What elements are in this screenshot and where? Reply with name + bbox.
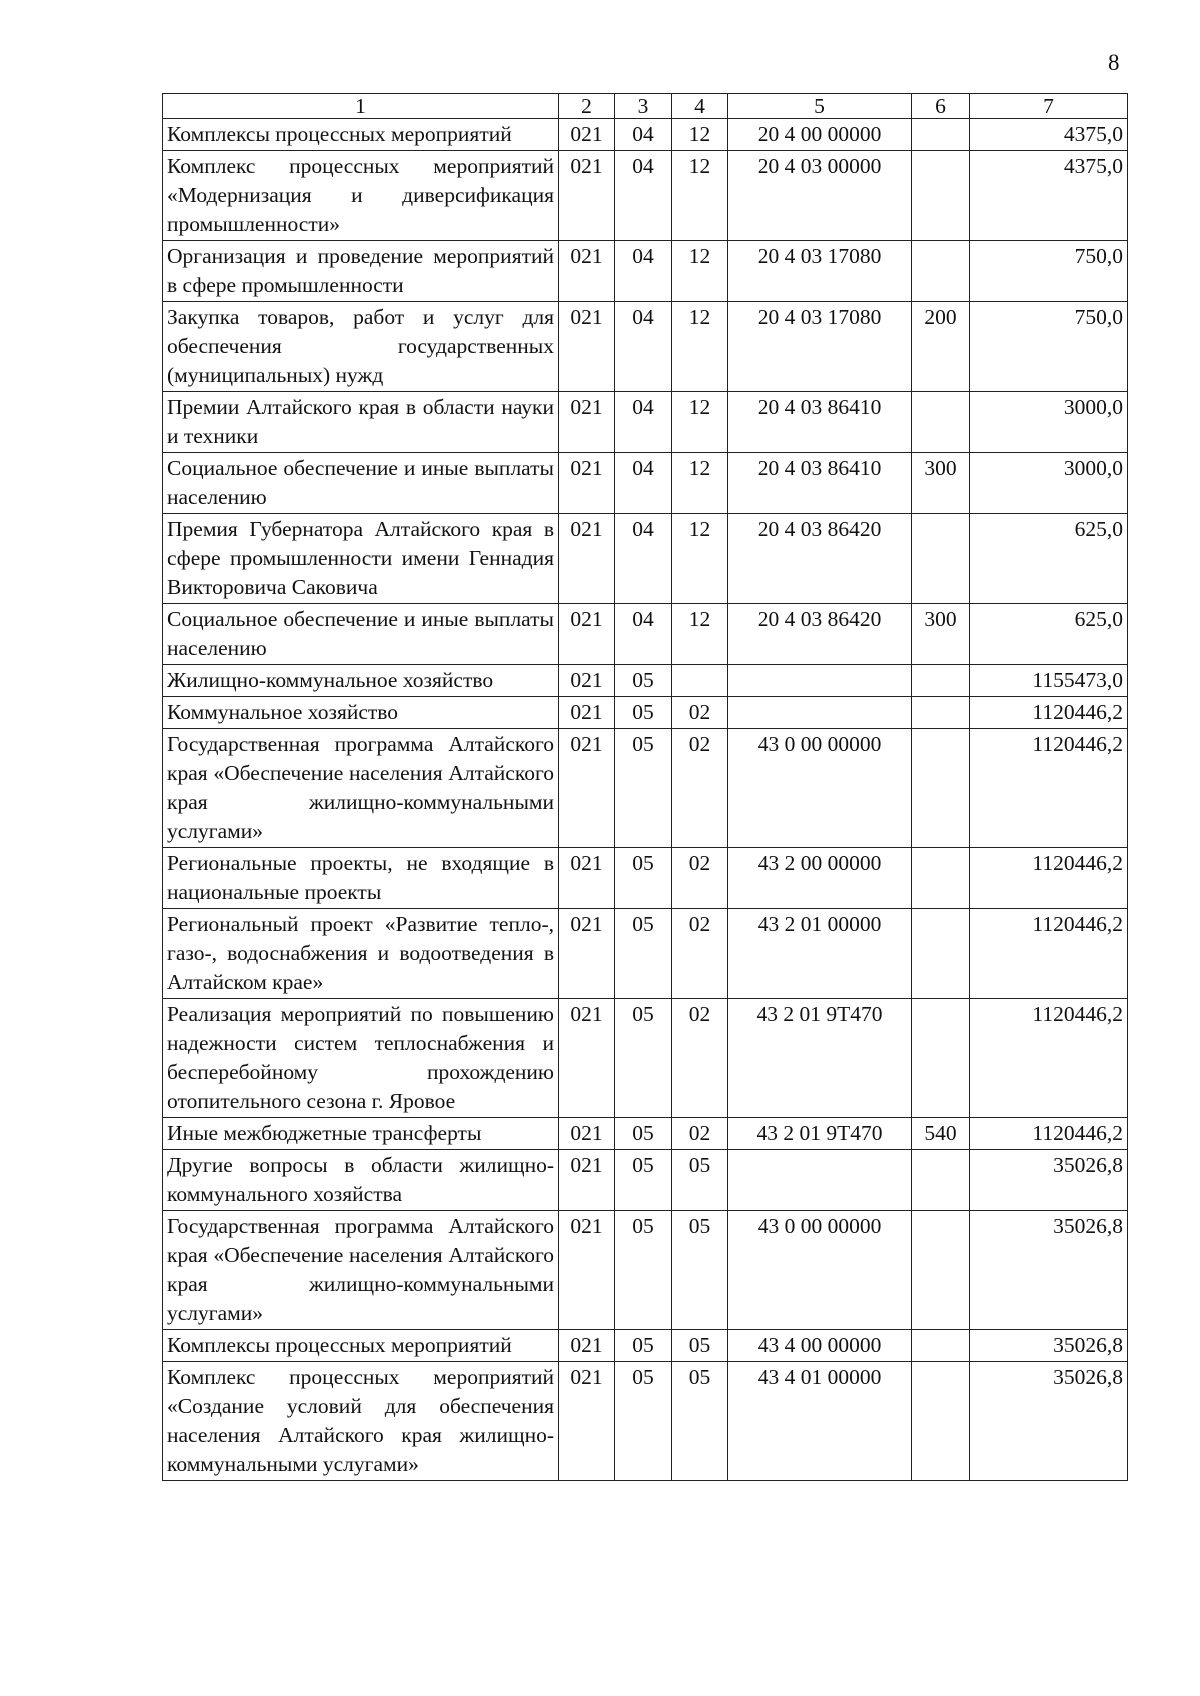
row-subsection-code-cell: 02 bbox=[672, 909, 728, 999]
row-subsection-code-cell: 12 bbox=[672, 302, 728, 392]
row-expense-type-cell bbox=[912, 241, 970, 302]
row-target-article-cell: 43 0 00 00000 bbox=[728, 1211, 912, 1330]
row-target-article-cell: 20 4 03 86410 bbox=[728, 453, 912, 514]
table-row bbox=[163, 302, 1128, 392]
row-target-article-cell: 20 4 03 17080 bbox=[728, 241, 912, 302]
row-section-code-cell: 05 bbox=[615, 999, 672, 1118]
row-section-code-cell: 04 bbox=[615, 392, 672, 453]
row-section-code-cell: 04 bbox=[615, 241, 672, 302]
row-department-code-cell: 021 bbox=[559, 1150, 615, 1211]
row-section-code-cell: 05 bbox=[615, 1118, 672, 1150]
table-row bbox=[163, 514, 1128, 604]
header-col-2: 2 bbox=[559, 94, 615, 119]
row-subsection-code-cell: 12 bbox=[672, 392, 728, 453]
header-col-6: 6 bbox=[912, 94, 970, 119]
header-col-4: 4 bbox=[672, 94, 728, 119]
table-row bbox=[163, 1362, 1128, 1481]
table-row bbox=[163, 604, 1128, 665]
row-department-code-cell: 021 bbox=[559, 392, 615, 453]
row-amount-cell: 625,0 bbox=[970, 604, 1128, 665]
row-target-article-cell: 43 4 01 00000 bbox=[728, 1362, 912, 1481]
row-section-code-cell: 05 bbox=[615, 697, 672, 729]
row-subsection-code-cell: 02 bbox=[672, 848, 728, 909]
row-section-code-cell: 05 bbox=[615, 1150, 672, 1211]
row-target-article-cell: 43 0 00 00000 bbox=[728, 729, 912, 848]
header-col-5: 5 bbox=[728, 94, 912, 119]
row-subsection-code-cell: 12 bbox=[672, 241, 728, 302]
row-subsection-code-cell: 05 bbox=[672, 1211, 728, 1330]
row-department-code-cell: 021 bbox=[559, 729, 615, 848]
row-section-code-cell: 04 bbox=[615, 151, 672, 241]
row-subsection-code-cell: 05 bbox=[672, 1150, 728, 1211]
row-expense-type-cell bbox=[912, 1362, 970, 1481]
row-department-code-cell: 021 bbox=[559, 604, 615, 665]
row-subsection-code-cell: 05 bbox=[672, 1362, 728, 1481]
row-department-code-cell: 021 bbox=[559, 1118, 615, 1150]
row-name-cell: Региональные проекты, не входящие в национальные проекты bbox=[163, 848, 559, 909]
row-section-code-cell: 04 bbox=[615, 119, 672, 151]
row-subsection-code-cell: 02 bbox=[672, 729, 728, 848]
row-expense-type-cell: 540 bbox=[912, 1118, 970, 1150]
table-row bbox=[163, 729, 1128, 848]
row-subsection-code-cell: 02 bbox=[672, 1118, 728, 1150]
row-subsection-code-cell: 02 bbox=[672, 697, 728, 729]
row-department-code-cell: 021 bbox=[559, 514, 615, 604]
table-row bbox=[163, 1211, 1128, 1330]
row-department-code-cell: 021 bbox=[559, 302, 615, 392]
row-target-article-cell: 43 2 01 9Т470 bbox=[728, 1118, 912, 1150]
row-expense-type-cell: 300 bbox=[912, 604, 970, 665]
row-department-code-cell: 021 bbox=[559, 1211, 615, 1330]
row-name-cell: Закупка товаров, работ и услуг для обеспечения государственных (муниципальных) нужд bbox=[163, 302, 559, 392]
row-target-article-cell: 20 4 03 86420 bbox=[728, 514, 912, 604]
row-name-cell: Жилищно-коммунальное хозяйство bbox=[163, 665, 559, 697]
row-department-code-cell: 021 bbox=[559, 909, 615, 999]
row-section-code-cell: 05 bbox=[615, 1330, 672, 1362]
row-expense-type-cell bbox=[912, 1330, 970, 1362]
row-subsection-code-cell: 05 bbox=[672, 1330, 728, 1362]
row-expense-type-cell bbox=[912, 909, 970, 999]
row-amount-cell: 3000,0 bbox=[970, 453, 1128, 514]
row-expense-type-cell bbox=[912, 665, 970, 697]
table-row bbox=[163, 119, 1128, 151]
row-subsection-code-cell: 12 bbox=[672, 119, 728, 151]
row-name-cell: Комплексы процессных мероприятий bbox=[163, 1330, 559, 1362]
row-name-cell: Государственная программа Алтайского края «Обеспечение населения Алтайского края жилищно-коммунальными услугами» bbox=[163, 729, 559, 848]
budget-table bbox=[162, 93, 1128, 1481]
row-name-cell: Премии Алтайского края в области науки и техники bbox=[163, 392, 559, 453]
row-department-code-cell: 021 bbox=[559, 1362, 615, 1481]
row-expense-type-cell bbox=[912, 1211, 970, 1330]
row-target-article-cell: 20 4 03 86420 bbox=[728, 604, 912, 665]
row-section-code-cell: 04 bbox=[615, 514, 672, 604]
row-department-code-cell: 021 bbox=[559, 665, 615, 697]
row-amount-cell: 1120446,2 bbox=[970, 697, 1128, 729]
row-expense-type-cell: 300 bbox=[912, 453, 970, 514]
row-name-cell: Организация и проведение мероприятий в сфере промышленности bbox=[163, 241, 559, 302]
table-row bbox=[163, 241, 1128, 302]
row-expense-type-cell bbox=[912, 119, 970, 151]
row-name-cell: Другие вопросы в области жилищно-коммунального хозяйства bbox=[163, 1150, 559, 1211]
row-amount-cell: 1120446,2 bbox=[970, 729, 1128, 848]
row-target-article-cell bbox=[728, 1150, 912, 1211]
row-name-cell: Премия Губернатора Алтайского края в сфере промышленности имени Геннадия Викторовича Саковича bbox=[163, 514, 559, 604]
row-department-code-cell: 021 bbox=[559, 999, 615, 1118]
row-target-article-cell: 20 4 03 86410 bbox=[728, 392, 912, 453]
row-section-code-cell: 05 bbox=[615, 665, 672, 697]
table-row bbox=[163, 1118, 1128, 1150]
table-row bbox=[163, 1330, 1128, 1362]
table-row bbox=[163, 999, 1128, 1118]
row-amount-cell: 3000,0 bbox=[970, 392, 1128, 453]
row-name-cell: Социальное обеспечение и иные выплаты населению bbox=[163, 453, 559, 514]
row-amount-cell: 750,0 bbox=[970, 302, 1128, 392]
row-expense-type-cell: 200 bbox=[912, 302, 970, 392]
row-expense-type-cell bbox=[912, 1150, 970, 1211]
budget-table-body bbox=[163, 94, 1128, 1481]
row-amount-cell: 35026,8 bbox=[970, 1150, 1128, 1211]
row-section-code-cell: 04 bbox=[615, 453, 672, 514]
table-row bbox=[163, 665, 1128, 697]
row-department-code-cell: 021 bbox=[559, 453, 615, 514]
row-expense-type-cell bbox=[912, 392, 970, 453]
row-department-code-cell: 021 bbox=[559, 151, 615, 241]
row-expense-type-cell bbox=[912, 729, 970, 848]
row-target-article-cell bbox=[728, 665, 912, 697]
row-subsection-code-cell: 02 bbox=[672, 999, 728, 1118]
header-col-7: 7 bbox=[970, 94, 1128, 119]
row-section-code-cell: 05 bbox=[615, 848, 672, 909]
row-subsection-code-cell: 12 bbox=[672, 151, 728, 241]
header-col-1: 1 bbox=[163, 94, 559, 119]
header-col-3: 3 bbox=[615, 94, 672, 119]
row-target-article-cell: 20 4 03 17080 bbox=[728, 302, 912, 392]
row-amount-cell: 625,0 bbox=[970, 514, 1128, 604]
row-name-cell: Социальное обеспечение и иные выплаты населению bbox=[163, 604, 559, 665]
row-amount-cell: 1120446,2 bbox=[970, 848, 1128, 909]
table-row bbox=[163, 909, 1128, 999]
row-expense-type-cell bbox=[912, 151, 970, 241]
table-row bbox=[163, 848, 1128, 909]
row-name-cell: Коммунальное хозяйство bbox=[163, 697, 559, 729]
row-target-article-cell: 43 4 00 00000 bbox=[728, 1330, 912, 1362]
row-expense-type-cell bbox=[912, 848, 970, 909]
row-target-article-cell: 43 2 00 00000 bbox=[728, 848, 912, 909]
row-subsection-code-cell bbox=[672, 665, 728, 697]
row-name-cell: Региональный проект «Развитие тепло-, газо-, водоснабжения и водоотведения в Алтайском крае» bbox=[163, 909, 559, 999]
row-target-article-cell bbox=[728, 697, 912, 729]
row-name-cell: Иные межбюджетные трансферты bbox=[163, 1118, 559, 1150]
row-section-code-cell: 05 bbox=[615, 1211, 672, 1330]
page-number: 8 bbox=[1108, 50, 1120, 75]
row-amount-cell: 35026,8 bbox=[970, 1211, 1128, 1330]
table-row bbox=[163, 392, 1128, 453]
row-name-cell: Реализация мероприятий по повышению надежности систем теплоснабжения и бесперебойному прохождению отопительного сезона г. Яровое bbox=[163, 999, 559, 1118]
table-row bbox=[163, 1150, 1128, 1211]
row-subsection-code-cell: 12 bbox=[672, 604, 728, 665]
row-amount-cell: 35026,8 bbox=[970, 1330, 1128, 1362]
row-department-code-cell: 021 bbox=[559, 697, 615, 729]
row-section-code-cell: 05 bbox=[615, 909, 672, 999]
row-name-cell: Государственная программа Алтайского края «Обеспечение населения Алтайского края жилищно-коммунальными услугами» bbox=[163, 1211, 559, 1330]
row-section-code-cell: 04 bbox=[615, 302, 672, 392]
row-target-article-cell: 43 2 01 9Т470 bbox=[728, 999, 912, 1118]
row-subsection-code-cell: 12 bbox=[672, 514, 728, 604]
row-amount-cell: 1120446,2 bbox=[970, 1118, 1128, 1150]
row-amount-cell: 1120446,2 bbox=[970, 909, 1128, 999]
row-department-code-cell: 021 bbox=[559, 119, 615, 151]
row-target-article-cell: 43 2 01 00000 bbox=[728, 909, 912, 999]
row-expense-type-cell bbox=[912, 514, 970, 604]
row-department-code-cell: 021 bbox=[559, 848, 615, 909]
row-department-code-cell: 021 bbox=[559, 1330, 615, 1362]
row-amount-cell: 1120446,2 bbox=[970, 999, 1128, 1118]
row-name-cell: Комплекс процессных мероприятий «Модернизация и диверсификация промышленности» bbox=[163, 151, 559, 241]
row-name-cell: Комплексы процессных мероприятий bbox=[163, 119, 559, 151]
row-section-code-cell: 05 bbox=[615, 729, 672, 848]
row-section-code-cell: 05 bbox=[615, 1362, 672, 1481]
row-target-article-cell: 20 4 03 00000 bbox=[728, 151, 912, 241]
row-amount-cell: 35026,8 bbox=[970, 1362, 1128, 1481]
table-row bbox=[163, 151, 1128, 241]
row-amount-cell: 4375,0 bbox=[970, 151, 1128, 241]
row-amount-cell: 750,0 bbox=[970, 241, 1128, 302]
table-row bbox=[163, 697, 1128, 729]
row-amount-cell: 1155473,0 bbox=[970, 665, 1128, 697]
row-expense-type-cell bbox=[912, 999, 970, 1118]
table-row bbox=[163, 453, 1128, 514]
table-header-row bbox=[163, 94, 1128, 119]
row-subsection-code-cell: 12 bbox=[672, 453, 728, 514]
row-amount-cell: 4375,0 bbox=[970, 119, 1128, 151]
row-name-cell: Комплекс процессных мероприятий «Создание условий для обеспечения населения Алтайского края жилищно-коммунальными услугами» bbox=[163, 1362, 559, 1481]
row-expense-type-cell bbox=[912, 697, 970, 729]
row-target-article-cell: 20 4 00 00000 bbox=[728, 119, 912, 151]
row-section-code-cell: 04 bbox=[615, 604, 672, 665]
row-department-code-cell: 021 bbox=[559, 241, 615, 302]
